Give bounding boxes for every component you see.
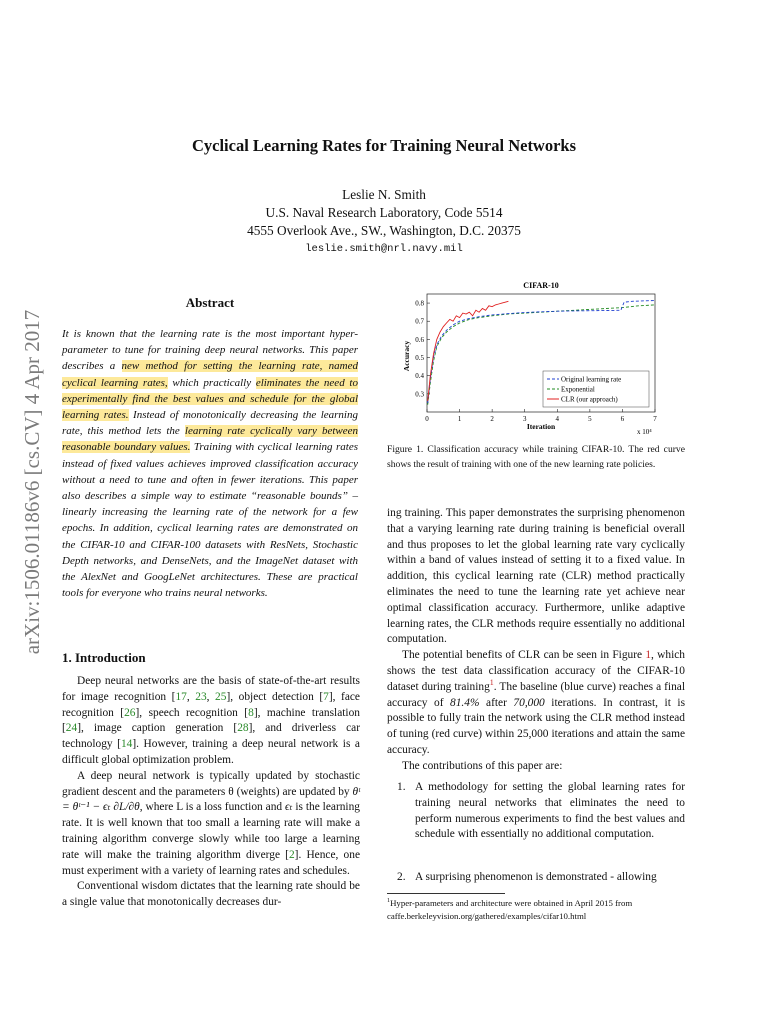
abstract-highlight: new method for setting the learning rate, named cyclical learning rates, (62, 360, 358, 389)
chart-title: CIFAR-10 (523, 281, 559, 290)
x-axis-label: Iteration (526, 422, 556, 431)
citation-link[interactable]: 14 (120, 738, 133, 751)
citation-link[interactable]: 2 (288, 848, 295, 861)
legend-entry-clr: CLR (our approach) (561, 395, 618, 404)
right-column-text (387, 506, 685, 775)
text: , (206, 690, 216, 703)
x-tick-label: 7 (653, 415, 657, 423)
abstract-part: Instead of monotonically decreasing the learning rate, this method lets the (62, 409, 358, 438)
text: ]. Hence, one must experiment with a variety of learning rates and schedules. (62, 848, 360, 877)
x-exponent-label: x 10⁴ (637, 428, 652, 436)
accuracy-value: 81.4% (450, 696, 480, 709)
legend-entry-original: Original learning rate (561, 375, 622, 384)
text: The potential benefits of CLR can be seen in Figure (402, 649, 646, 662)
author-email[interactable]: leslie.smith@nrl.navy.mil (305, 243, 463, 255)
x-tick-label: 2 (490, 415, 494, 423)
abstract-heading: Abstract (185, 295, 235, 310)
author-affiliation: U.S. Naval Research Laboratory, Code 5514 (265, 205, 503, 220)
citation-link[interactable]: 25 (215, 690, 227, 703)
footnote-text: Hyper-parameters and architecture were obtained in April 2015 from caffe.berkeleyvision.org/gathered/examples/cifar10.html (387, 898, 633, 921)
text: ], and driverless car technology [ (62, 722, 360, 751)
citation-link[interactable]: 24 (65, 722, 78, 735)
list-text: A methodology for setting the global learning rates for training neural networks that eliminates the need to perform numerous experiments to find the best values and schedule with essentially no additional computation. (415, 781, 685, 841)
cifar10-accuracy-chart (387, 276, 685, 440)
citation-link[interactable]: 23 (195, 690, 207, 703)
text: Deep neural networks are the basis of state-of-the-art results for image recognition [ (62, 675, 360, 703)
section-heading: 1. Introduction (62, 650, 146, 665)
y-tick-label: 0.6 (415, 335, 424, 344)
x-tick-label: 3 (522, 415, 527, 423)
y-axis-ticks (415, 300, 430, 399)
abstract-highlight: learning rate cyclically vary between reasonable boundary values. (62, 425, 358, 454)
footnote-mark: 1 (387, 898, 391, 905)
citation-link[interactable]: 26 (124, 706, 136, 719)
citation-link[interactable]: 7 (323, 690, 329, 703)
author-name: Leslie N. Smith (342, 187, 426, 202)
y-tick-label: 0.4 (415, 372, 424, 381)
footnote-rule (387, 893, 505, 894)
text: ], machine translation [ (62, 706, 360, 735)
text: , where L is a loss function and (139, 801, 286, 814)
intro-text (62, 674, 360, 911)
iterations-value: 70,000 (513, 696, 545, 709)
arxiv-identifier[interactable]: arXiv:1506.01186v6 [cs.CV] 4 Apr 2017 (20, 309, 44, 655)
footnote-link[interactable]: 1 (489, 677, 494, 687)
citation-link[interactable]: 8 (248, 706, 254, 719)
x-tick-label: 4 (555, 415, 560, 423)
col2-paragraph-1: ing training. This paper demonstrates the surprising phenomenon that a varying learning rate during training is beneficial overall and thus proposes to let the global learning rate vary cyclically within a band of values instead of setting it to a fixed value. In addition, this cyclical learning rate (CLR) method practically eliminates the need to tune the learning rate yet achieve near optimal classification accuracy. Furthermore, unlike adaptive learning rates, the CLR methods require essentially no additional computation. (387, 507, 685, 646)
list-number: 2. (397, 871, 406, 883)
text: ], speech recognition [ (135, 706, 249, 719)
text: ]. However, training a deep neural network is a difficult global optimization problem. (62, 738, 360, 766)
citation-link[interactable]: 28 (237, 722, 249, 735)
y-tick-label: 0.8 (415, 299, 424, 308)
text: ], face recognition [ (62, 690, 360, 719)
figure-link[interactable]: 1 (645, 649, 652, 662)
figure-caption: Figure 1. Classification accuracy while training CIFAR-10. The red curve shows the result of training with one of the new learning rate policies. (387, 444, 685, 470)
x-tick-label: 1 (457, 415, 462, 423)
text: after (479, 696, 514, 709)
abstract-text (62, 326, 358, 601)
y-tick-label: 0.5 (415, 354, 424, 363)
learning-rate-symbol: ϵₜ (285, 801, 293, 814)
series-line-clr-our-approach (428, 301, 509, 401)
abstract-highlight: eliminates the need to experimentally find the best values and schedule for the global learning rates. (62, 376, 358, 422)
col2-paragraph-2 (387, 648, 685, 759)
text: is the learning rate. It is well known that too small a learning rate will make a training algorithm converge slowly while too large a learning rate will make the training algorithm diverge [ (62, 801, 360, 861)
text: , which shows the test data classification accuracy of the CIFAR-10 dataset during training (387, 649, 685, 693)
chart-legend (543, 371, 649, 407)
list-text: A surprising phenomenon is demonstrated - allowing (415, 871, 657, 883)
text: , (186, 690, 196, 703)
author-address: 4555 Overlook Ave., SW., Washington, D.C. 20375 (247, 223, 521, 238)
list-number: 1. (397, 781, 406, 793)
text: iterations. In contrast, it is possible to fully train the network using the CLR method instead of tuning (red curve) within 25,000 iterations and attain the same accuracy. (387, 696, 685, 756)
text: . The baseline (blue curve) reaches a final accuracy of (387, 680, 685, 709)
update-equation: θᵗ = θᵗ⁻¹ − ϵₜ ∂L/∂θ (62, 785, 360, 814)
paper-title: Cyclical Learning Rates for Training Neural Networks (191, 136, 577, 155)
intro-paragraph-1 (62, 674, 360, 769)
col2-paragraph-3: The contributions of this paper are: (402, 759, 563, 772)
x-tick-label: 5 (588, 415, 592, 423)
x-tick-label: 0 (425, 415, 429, 423)
text: ], image caption generation [ (77, 722, 238, 735)
abstract-part: which practically (167, 376, 256, 389)
abstract-part: Training with cyclical learning rates instead of fixed values achieves improved classification accuracy without a need to tune and often in fewer iterations. This paper also describes a simple way to estimate “reasonable bounds” – linearly increasing the learning rate of the network for a few epochs. In addition, cyclical learning rates are demonstrated on the CIFAR-10 and CIFAR-100 datasets with ResNets, Stochastic Depth networks, and DenseNets, and the ImageNet dataset with the AlexNet and GoogLeNet architectures. These are practical tools for everyone who trains neural networks. (62, 441, 358, 600)
intro-paragraph-2 (62, 769, 360, 880)
text: ], object detection [ (226, 690, 324, 703)
y-axis-label: Accuracy (402, 340, 411, 372)
text: A deep neural network is typically updated by stochastic gradient descent and the parameters θ (weights) are updated by (62, 769, 360, 798)
footnote (387, 897, 685, 922)
x-axis-ticks (425, 409, 657, 423)
x-tick-label: 6 (620, 415, 625, 423)
legend-entry-exponential: Exponential (561, 385, 595, 394)
citation-link[interactable]: 17 (175, 690, 187, 703)
abstract-part: It is known that the learning rate is the most important hyper-parameter to tune for training deep neural networks. This paper describes a (62, 328, 358, 373)
intro-paragraph-3: Conventional wisdom dictates that the learning rate should be a single value that monotonically decreases dur- (62, 880, 360, 909)
y-tick-label: 0.7 (415, 317, 424, 326)
y-tick-label: 0.3 (415, 390, 424, 399)
